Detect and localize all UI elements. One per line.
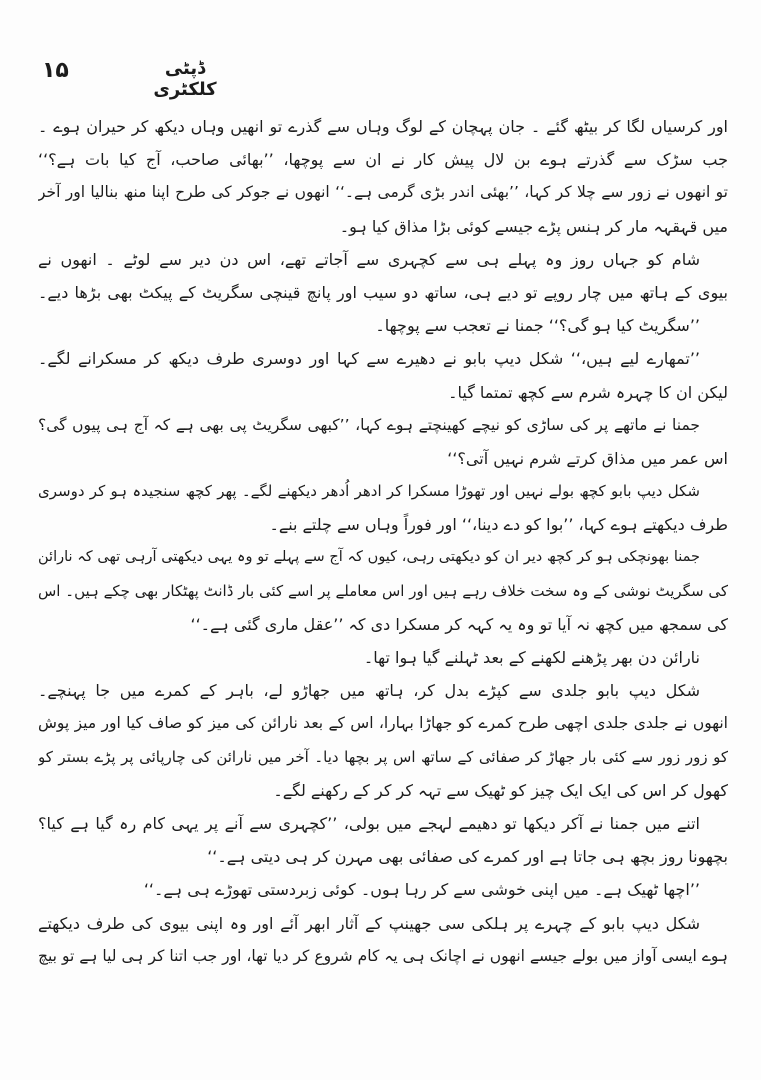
text-line: انھوں نے جلدی جلدی اچھی طرح کمرے کو جھاڑا بہارا، اس کے بعد نارائن کی میز کو صاف کیا اور میز پوش xyxy=(38,714,728,733)
text-line: ہوے ایسی آواز میں بولے جیسے انھوں نے اچانک ہی یہ کام شروع کر دیا تھا، اور جب اتنا کر ہی لیا ہے تو بیچ xyxy=(38,946,728,965)
text-line: اتنے میں جمنا نے آکر دیکھا تو دھیمے لہجے میں بولی، ’’کچہری سے آنے پر یہی کام رہ گیا ہے کیا؟ xyxy=(38,813,700,833)
body-text xyxy=(38,110,728,973)
text-line: کو زور زور سے کئی بار جھاڑ کر صفائی کے ساتھ اس پر بچھا دیا۔ آخر میں نارائن کی چارپائی پر پڑے بستر کو xyxy=(38,747,728,766)
text-line: شکل دیپ بابو کچھ بولے نہیں اور تھوڑا مسکرا کر ادھر اُدھر دیکھنے لگے۔ پھر کچھ سنجیدہ ہو کر دوسری xyxy=(38,482,700,501)
text-line: میں قہقہہ مار کر ہنس پڑے جیسے کوئی بڑا مذاق کیا ہو۔ xyxy=(339,216,728,236)
text-line: شام کو جہاں روز وہ پہلے ہی سے کچہری سے آجاتے تھے، اس دن دیر سے لوٹے ۔ انھوں نے xyxy=(38,249,700,269)
text-line: اس عمر میں مذاق کرتے شرم نہیں آتی؟‘‘ xyxy=(447,448,728,468)
text-line: ’’تمھارے لیے ہیں،‘‘ شکل دیپ بابو نے دھیرے سے کہا اور دوسری طرف دیکھ کر مسکرانے لگے۔ xyxy=(38,349,700,369)
text-line: کی سگریٹ نوشی کے وہ سخت خلاف رہے ہیں اور اس معاملے پر اسے کئی بار ڈانٹ پھٹکار بھی چکے ہیں۔ اس xyxy=(38,581,728,600)
text-line: بیوی کے ہاتھ میں چار روپے تو دیے ہی، ساتھ دو سیب اور پانچ قینچی سگریٹ کے پیکٹ بھی بڑھا دیے۔ xyxy=(38,282,728,302)
text-line: کھول کر اس کی ایک ایک چیز کو ٹھیک سے تہہ کر کر کے رکھنے لگے۔ xyxy=(273,780,728,800)
running-title: ڈپٹی کلکٹری xyxy=(153,58,217,100)
text-line: شکل دیپ بابو کے چہرے پر ہلکی سی جھینپ کے آثار ابھر آئے اور وہ اپنی بیوی کی طرف دیکھتے xyxy=(38,913,700,933)
text-line: جمنا نے ماتھے پر کی ساڑی کو نیچے کھینچتے ہوے کہا، ’’کبھی سگریٹ پی بھی ہے کہ آج ہی پیوں گی؟ xyxy=(38,415,700,434)
text-line: تو انھوں نے زور سے چلا کر کہا، ’’بھئی اندر بڑی گرمی ہے۔‘‘ انھوں نے جوکر کی طرح اپنا منھ بنالیا اور آخر xyxy=(38,183,728,202)
page-number: ۱۵ xyxy=(42,58,69,83)
text-line: اور کرسیاں لگا کر بیٹھ گئے ۔ جان پہچان کے لوگ وہاں سے گذرے تو انھیں وہاں دیکھ کر حیران ہوے ۔ xyxy=(38,117,728,136)
text-line: لیکن ان کا چہرہ شرم سے کچھ تمتما گیا۔ xyxy=(448,382,728,402)
text-line: ’’سگریٹ کیا ہو گی؟‘‘ جمنا نے تعجب سے پوچھا۔ xyxy=(375,316,700,336)
text-line: کی سمجھ میں کچھ نہ آیا تو وہ یہ کہہ کر مسکرا دی کہ ’’عقل ماری گئی ہے۔‘‘ xyxy=(190,614,728,634)
text-line: جمنا بھونچکی ہو کر کچھ دیر ان کو دیکھتی رہی، کیوں کہ آج سے پہلے تو وہ یہی دیکھتی آرہی تھی کہ نارائن xyxy=(38,549,700,566)
text-line: طرف دیکھتے ہوے کہا، ’’بوا کو دے دینا،‘‘ اور فوراً وہاں سے چلتے بنے۔ xyxy=(269,515,728,535)
text-line: بچھونا روز بچھ ہی جاتا ہے اور کمرے کی صفائی بھی مہرن کر ہی دیتی ہے۔‘‘ xyxy=(207,847,728,867)
text-line: جب سڑک سے گذرتے ہوے بن لال پیش کار نے ان سے پوچھا، ’’بھائی صاحب، آج کیا بات ہے؟‘‘ xyxy=(38,150,728,170)
text-line: ’’اچھا ٹھیک ہے۔ میں اپنی خوشی سے کر رہا ہوں۔ کوئی زبردستی تھوڑے ہی ہے۔‘‘ xyxy=(143,880,700,900)
text-line: نارائن دن بھر پڑھنے لکھنے کے بعد ٹہلنے گیا ہوا تھا۔ xyxy=(363,648,700,667)
text-line: شکل دیپ بابو جلدی سے کپڑے بدل کر، ہاتھ میں جھاڑو لے، باہر کے کمرے میں جا پہنچے۔ xyxy=(38,681,700,701)
